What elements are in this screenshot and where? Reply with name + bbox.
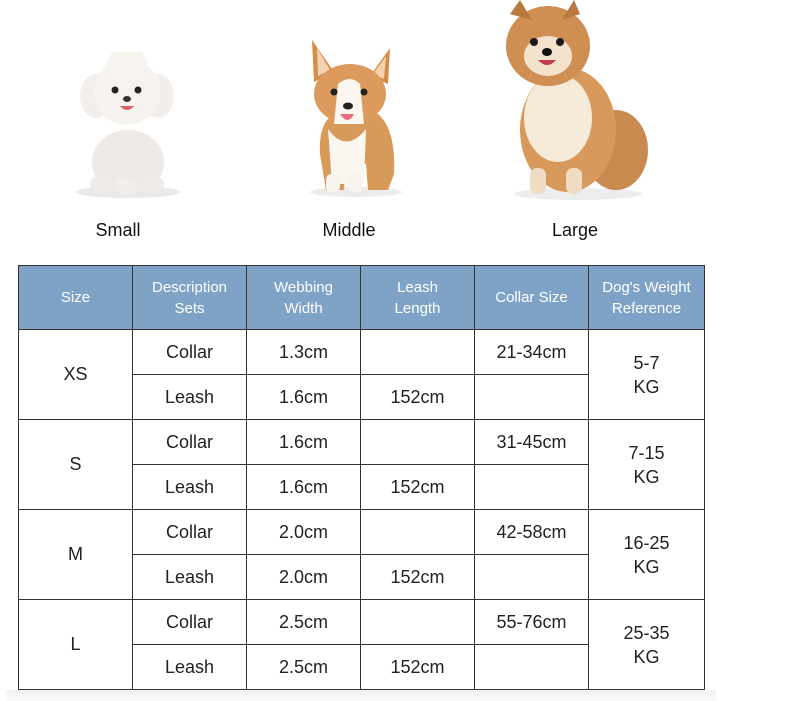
webbing-width-cell: 2.5cm bbox=[247, 600, 361, 645]
table-header-row bbox=[19, 266, 705, 330]
collar-size-cell bbox=[475, 645, 589, 690]
size-cell: S bbox=[19, 420, 133, 510]
pomeranian-dog-icon bbox=[496, 0, 651, 200]
size-chart-table bbox=[18, 265, 705, 690]
dog-size-label-middle: Middle bbox=[322, 220, 376, 240]
leash-length-cell bbox=[361, 420, 475, 465]
header-size: Size bbox=[19, 266, 133, 330]
weight-cell: 5-7 KG bbox=[589, 330, 705, 420]
header-webbing-width: Webbing Width bbox=[247, 266, 361, 330]
collar-size-cell: 31-45cm bbox=[475, 420, 589, 465]
collar-size-cell bbox=[475, 465, 589, 510]
description-cell: Leash bbox=[133, 375, 247, 420]
collar-size-cell: 55-76cm bbox=[475, 600, 589, 645]
description-cell: Leash bbox=[133, 555, 247, 600]
size-cell: M bbox=[19, 510, 133, 600]
weight-cell: 16-25 KG bbox=[589, 510, 705, 600]
bottom-shadow-divider bbox=[6, 690, 716, 701]
description-cell: Leash bbox=[133, 645, 247, 690]
corgi-dog-icon bbox=[298, 34, 408, 199]
webbing-width-cell: 2.0cm bbox=[247, 555, 361, 600]
header-collar-size: Collar Size bbox=[475, 266, 589, 330]
webbing-width-cell: 1.3cm bbox=[247, 330, 361, 375]
leash-length-cell bbox=[361, 600, 475, 645]
description-cell: Leash bbox=[133, 465, 247, 510]
dog-size-label-small: Small bbox=[95, 220, 141, 240]
table-row bbox=[19, 330, 705, 375]
collar-size-cell: 21-34cm bbox=[475, 330, 589, 375]
webbing-width-cell: 2.0cm bbox=[247, 510, 361, 555]
table-row bbox=[19, 510, 705, 555]
size-cell: L bbox=[19, 600, 133, 690]
header-leash-length: Leash Length bbox=[361, 266, 475, 330]
leash-length-cell: 152cm bbox=[361, 375, 475, 420]
weight-cell: 25-35 KG bbox=[589, 600, 705, 690]
leash-length-cell bbox=[361, 330, 475, 375]
webbing-width-cell: 1.6cm bbox=[247, 375, 361, 420]
leash-length-cell: 152cm bbox=[361, 465, 475, 510]
leash-length-cell: 152cm bbox=[361, 555, 475, 600]
description-cell: Collar bbox=[133, 420, 247, 465]
weight-cell: 7-15 KG bbox=[589, 420, 705, 510]
poodle-dog-icon bbox=[68, 52, 186, 200]
leash-length-cell: 152cm bbox=[361, 645, 475, 690]
webbing-width-cell: 2.5cm bbox=[247, 645, 361, 690]
webbing-width-cell: 1.6cm bbox=[247, 420, 361, 465]
size-cell: XS bbox=[19, 330, 133, 420]
collar-size-cell: 42-58cm bbox=[475, 510, 589, 555]
collar-size-cell bbox=[475, 555, 589, 600]
table-row bbox=[19, 600, 705, 645]
header-dog-weight-reference: Dog's Weight Reference bbox=[589, 266, 705, 330]
dog-size-label-large: Large bbox=[551, 220, 599, 240]
leash-length-cell bbox=[361, 510, 475, 555]
description-cell: Collar bbox=[133, 330, 247, 375]
header-description-sets: Description Sets bbox=[133, 266, 247, 330]
webbing-width-cell: 1.6cm bbox=[247, 465, 361, 510]
collar-size-cell bbox=[475, 375, 589, 420]
table-row bbox=[19, 420, 705, 465]
description-cell: Collar bbox=[133, 510, 247, 555]
description-cell: Collar bbox=[133, 600, 247, 645]
